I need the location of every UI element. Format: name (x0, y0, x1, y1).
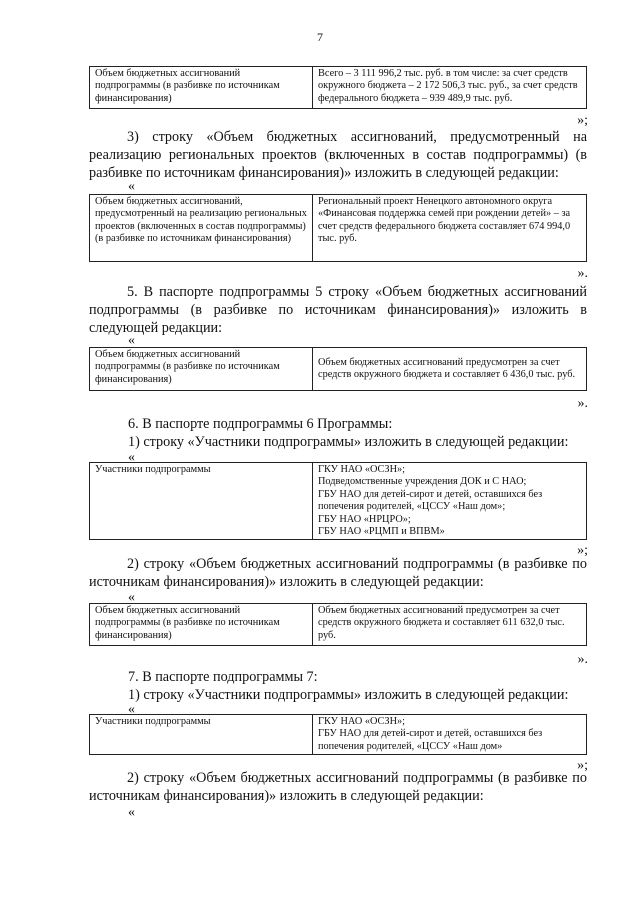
table-cell-label: Объем бюджетных ассигнований подпрограммы (в разбивке по источникам финансирования) (90, 604, 313, 646)
participant-line: ГБУ НАО «РЦМП и ВПВМ» (318, 526, 445, 538)
page-number: 7 (317, 30, 323, 44)
closing-quote: »; (577, 758, 588, 773)
table-cell-value (313, 463, 587, 540)
participant-line: ГБУ НАО «НРЦРО»; (318, 513, 411, 525)
table-row (90, 463, 587, 540)
opening-quote: « (128, 805, 135, 820)
participants-table-1 (89, 462, 587, 540)
paragraph-7-2: 2) строку «Объем бюджетных ассигнований подпрограммы (в разбивке по источникам финансирования)» изложить в следующей редакции: (89, 770, 587, 804)
budget-table-2 (89, 194, 587, 262)
participant-line: ГБУ НАО для детей-сирот и детей, оставшихся без попечения родителей, «ЦССУ «Наш дом» (318, 728, 543, 752)
table-cell-value: Региональный проект Ненецкого автономного округа «Финансовая поддержка семей при рождении детей» – за счет средств федерального бюджета составляет 674 994,0 тыс. руб. (313, 195, 587, 262)
table-cell-label: Объем бюджетных ассигнований, предусмотренный на реализацию региональных проектов (включенных в состав подпрограммы) (в разбивке по источникам финансирования) (90, 195, 313, 262)
paragraph-7: 7. В паспорте подпрограммы 7: (128, 669, 318, 685)
opening-quote: « (128, 179, 135, 194)
participant-line: ГБУ НАО для детей-сирот и детей, оставшихся без попечения родителей, «ЦССУ «Наш дом»; (318, 488, 543, 513)
budget-table-1 (89, 66, 587, 109)
table-row (90, 715, 587, 755)
paragraph-7-1: 1) строку «Участники подпрограммы» изложить в следующей редакции: (128, 687, 569, 703)
closing-quote: »; (577, 113, 588, 128)
budget-table-5 (89, 603, 587, 646)
paragraph-3: 3) строку «Объем бюджетных ассигнований, предусмотренный на реализацию региональных проектов (включенных в состав подпрограммы) (в разбивке по источникам финансирования)» изложить в следующей редакции: (89, 129, 587, 181)
closing-quote: ». (577, 396, 588, 411)
participant-line: ГКУ НАО «ОСЗН»; (318, 716, 406, 727)
closing-quote: ». (577, 652, 588, 667)
participants-table-2 (89, 714, 587, 755)
participant-line: ГКУ НАО «ОСЗН»; (318, 464, 406, 475)
opening-quote: « (128, 590, 135, 605)
table-row (90, 67, 587, 109)
table-cell-label: Объем бюджетных ассигнований подпрограммы (в разбивке по источникам финансирования) (90, 67, 313, 109)
table-cell-value (313, 715, 587, 755)
table-cell-value: Объем бюджетных ассигнований предусмотрен за счет средств окружного бюджета и составляет 6 436,0 тыс. руб. (313, 348, 587, 391)
table-row (90, 195, 587, 262)
paragraph-5: 5. В паспорте подпрограммы 5 строку «Объем бюджетных ассигнований подпрограммы (в разбивке по источникам финансирования)» изложить в следующей редакции: (89, 284, 587, 336)
budget-table-3 (89, 347, 587, 391)
paragraph-6-2: 2) строку «Объем бюджетных ассигнований подпрограммы (в разбивке по источникам финансирования)» изложить в следующей редакции: (89, 556, 587, 590)
participant-line: Подведомственные учреждения ДОК и С НАО; (318, 476, 527, 488)
paragraph-6-1: 1) строку «Участники подпрограммы» изложить в следующей редакции: (128, 434, 569, 450)
closing-quote: ». (577, 266, 588, 281)
paragraph-6: 6. В паспорте подпрограммы 6 Программы: (128, 416, 393, 432)
table-cell-label: Участники подпрограммы (90, 463, 313, 540)
table-cell-value: Объем бюджетных ассигнований предусмотрен за счет средств окружного бюджета и составляет 611 632,0 тыс. руб. (313, 604, 587, 646)
table-cell-value: Всего – 3 111 996,2 тыс. руб. в том числе: за счет средств окружного бюджета – 2 172 506,3 тыс. руб., за счет средств федерального бюджета – 939 489,9 тыс. руб. (313, 67, 587, 109)
table-cell-label: Объем бюджетных ассигнований подпрограммы (в разбивке по источникам финансирования) (90, 348, 313, 391)
opening-quote: « (128, 702, 135, 717)
table-row (90, 604, 587, 646)
table-row (90, 348, 587, 391)
opening-quote: « (128, 450, 135, 465)
table-cell-label: Участники подпрограммы (90, 715, 313, 755)
closing-quote: »; (577, 543, 588, 558)
opening-quote: « (128, 333, 135, 348)
